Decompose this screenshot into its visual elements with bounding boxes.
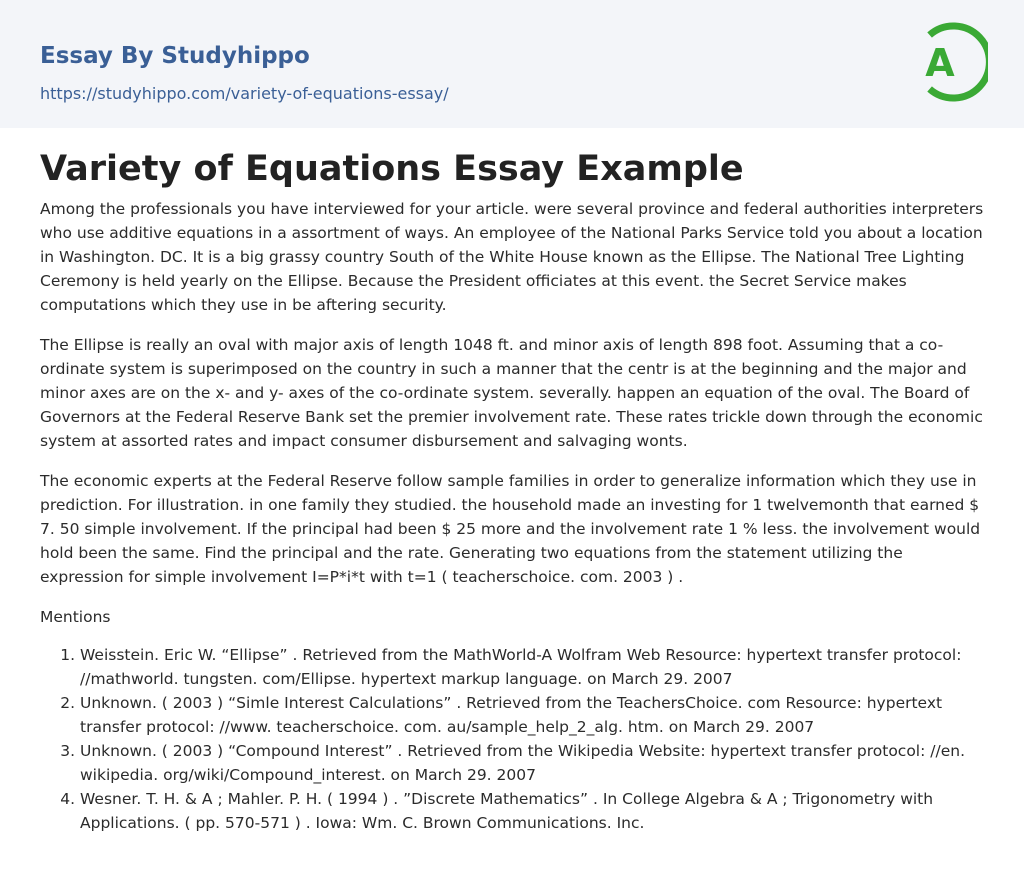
paragraph: The economic experts at the Federal Reserve follow sample families in order to generalize information which they use in prediction. For illustration. in one family they studied. the household made an investing for 1 twelvemonth that earned $ 7. 50 simple involvement. If the principal had been $ 25 more and the involvement rate 1 % less. the involvement would hold been the same. Find the principal and the rate. Generating two equations from the statement utilizing the expression for simple involvement I=P*i*t with t=1 ( teacherschoice. com. 2003 ) . [40,472,981,586]
logo-letter: A [925,41,955,85]
paragraph: The Ellipse is really an oval with major axis of length 1048 ft. and minor axis of length 898 foot. Assuming that a co-ordinate system is superimposed on the country in such a manner that the centr is at the beginning and the major and minor axes are on the x- and y- axes of the co-ordinate system. severally. happen an equation of the oval. The Board of Governors at the Federal Reserve Bank set the premier involvement rate. These rates trickle down through the economic system at assorted rates and impact consumer disbursement and salvaging wonts. [40,336,983,450]
mentions-heading: Mentions [40,608,111,626]
studyhippo-logo-icon[interactable] [910,18,988,106]
site-header [0,0,1024,128]
reference-item: 2. Unknown. ( 2003 ) “Simle Interest Calculations” . Retrieved from the TeachersChoice. com Resource: hypertext transfer protocol: //www. teacherschoice. com. au/sample_help_2_alg. htm. on March 29. 2007 [80,691,984,739]
page-title: Variety of Equations Essay Example [40,149,744,189]
article [0,147,1024,835]
paragraph: Among the professionals you have interviewed for your article. were several province and federal authorities interpreters who use additive equations in a assortment of ways. An employee of the National Parks Service told you about a location in Washington. DC. It is a big grassy country South of the White House known as the Ellipse. The National Tree Lighting Ceremony is held yearly on the Ellipse. Because the President officiates at this event. the Secret Service makes computations which they use in be aftering security. [40,200,984,314]
reference-item: 3. Unknown. ( 2003 ) “Compound Interest” . Retrieved from the Wikipedia Website: hypertext transfer protocol: //en. wikipedia. org/wiki/Compound_interest. on March 29. 2007 [80,739,984,787]
site-brand[interactable]: Essay By Studyhippo [40,43,310,69]
reference-item: 1. Weisstein. Eric W. “Ellipse” . Retrieved from the MathWorld-A Wolfram Web Resource: hypertext transfer protocol: //mathworld. tungsten. com/Ellipse. hypertext markup language. on March 29. 2007 [80,643,984,691]
page-url-link[interactable]: https://studyhippo.com/variety-of-equations-essay/ [40,84,449,103]
references-list [40,643,984,835]
reference-item: 4. Wesner. T. H. & A ; Mahler. P. H. ( 1994 ) . ”Discrete Mathematics” . In College Algebra & A ; Trigonometry with Applications. ( pp. 570-571 ) . Iowa: Wm. C. Brown Communications. Inc. [80,787,984,835]
